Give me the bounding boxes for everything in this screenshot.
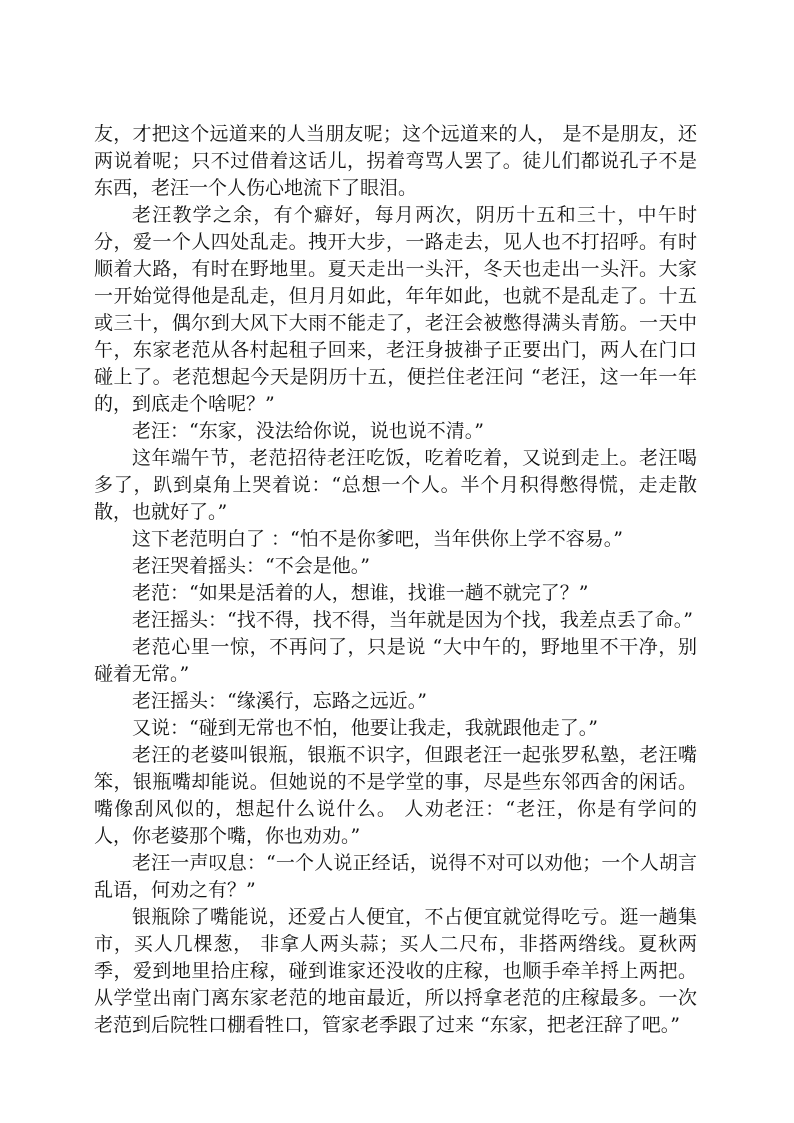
paragraph-2: 老汪教学之余，有个癖好，每月两次，阴历十五和三十，中午时分，爱一个人四处乱走。拽开大步，一路走去，见人也不打招呼。有时顺着大路，有时在野地里。夏天走出一头汗，冬天也走出一头汗。大家一开始觉得他是乱走，但月月如此，年年如此，也就不是乱走了。十五或三十，偶尔到大风下大雨不能走了，老汪会被憋得满头青筋。一天中午，东家老范从各村起租子回来，老汪身披褂子正要出门，两人在门口碰上了。老范想起今天是阴历十五，便拦住老汪问 “老汪，这一年一年的，到底走个啥呢？”	[94, 204, 697, 415]
paragraph-3: 老汪：“东家，没法给你说，说也说不清。”	[132, 420, 484, 442]
paragraph-9: 老范心里一惊，不再问了，只是说 “大中午的，野地里不干净，别碰着无常。”	[94, 636, 697, 685]
document-page	[94, 121, 697, 1039]
paragraph-1: 友，才把这个远道来的人当朋友呢；这个远道来的人， 是不是朋友，还两说着呢；只不过借着这话儿，拐着弯骂人罢了。徒儿们都说孔子不是东西，老汪一个人伤心地流下了眼泪。	[94, 123, 697, 199]
paragraph-13: 老汪一声叹息：“一个人说正经话，说得不对可以劝他；一个人胡言乱语，何劝之有？”	[94, 852, 697, 901]
paragraph-6: 老汪哭着摇头：“不会是他。”	[132, 555, 370, 577]
paragraph-10: 老汪摇头：“缘溪行，忘路之远近。”	[132, 690, 427, 712]
paragraph-7: 老范：“如果是活着的人，想谁，找谁一趟不就完了？”	[132, 582, 589, 604]
paragraph-8: 老汪摇头：“找不得，找不得，当年就是因为个找，我差点丢了命。”	[132, 609, 693, 631]
paragraph-11: 又说：“碰到无常也不怕，他要让我走，我就跟他走了。”	[132, 717, 598, 739]
paragraph-5: 这下老范明白了 ：“怕不是你爹吧，当年供你上学不容易。”	[132, 528, 623, 550]
paragraph-4: 这年端午节，老范招待老汪吃饭，吃着吃着，又说到走上。老汪喝多了，趴到桌角上哭着说：“总想一个人。半个月积得憋得慌，走走散散，也就好了。”	[94, 447, 697, 523]
paragraph-12: 老汪的老婆叫银瓶，银瓶不识字，但跟老汪一起张罗私塾，老汪嘴笨，银瓶嘴却能说。但她说的不是学堂的事，尽是些东邻西舍的闲话。嘴像刮风似的，想起什么说什么。 人劝老汪：“老汪，你是有学问的人，你老婆那个嘴，你也劝劝。”	[94, 744, 697, 847]
paragraph-14: 银瓶除了嘴能说，还爱占人便宜，不占便宜就觉得吃亏。逛一趟集市，买人几棵葱， 非拿人两头蒜；买人二尺布，非搭两绺线。夏秋两季，爱到地里拾庄稼，碰到谁家还没收的庄稼，也顺手牵羊捋上两把。从学堂出南门离东家老范的地亩最近，所以捋拿老范的庄稼最多。一次老范到后院牲口棚看牲口，管家老季跟了过来 “东家，把老汪辞了吧。”	[94, 906, 697, 1036]
